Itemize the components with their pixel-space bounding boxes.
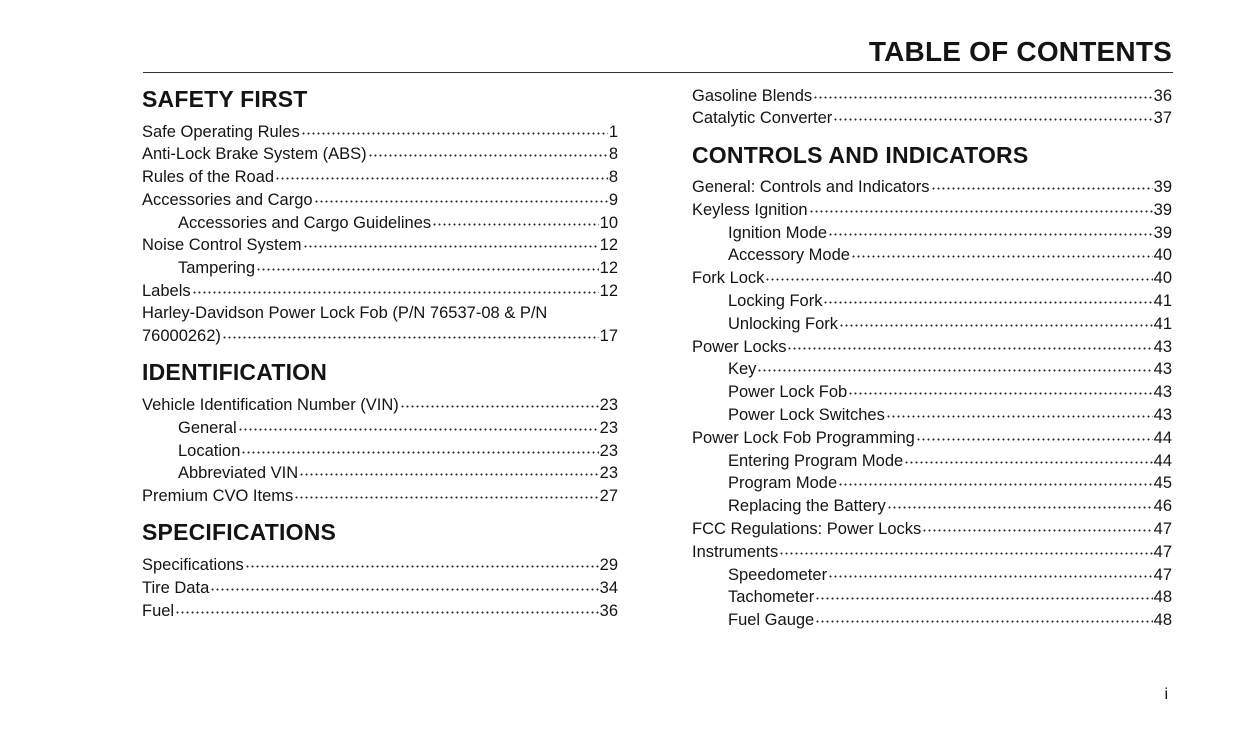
toc-entry[interactable]: Keyless Ignition 39 bbox=[692, 200, 1172, 219]
toc-entry[interactable]: Instruments 47 bbox=[692, 542, 1172, 561]
section-fuel-continued bbox=[692, 84, 1172, 130]
toc-subentry[interactable]: Fuel Gauge 48 bbox=[728, 611, 1172, 630]
toc-subentry[interactable]: General 23 bbox=[178, 418, 618, 437]
toc-entry[interactable]: Fork Lock 40 bbox=[692, 269, 1172, 288]
toc-entry[interactable]: General: Controls and Indicators 39 bbox=[692, 178, 1172, 197]
toc-subentry[interactable]: Location 23 bbox=[178, 441, 618, 460]
toc-entry-fob[interactable]: Harley-Davidson Power Lock Fob (P/N 76537-08 & P/N 76000262) 17 bbox=[142, 304, 618, 346]
toc-subentry[interactable]: Program Mode 45 bbox=[728, 474, 1172, 493]
toc-entry[interactable]: Tire Data 34 bbox=[142, 578, 618, 597]
toc-subentry[interactable]: Locking Fork 41 bbox=[728, 292, 1172, 311]
toc-entry[interactable]: Rules of the Road 8 bbox=[142, 168, 618, 187]
toc-entry[interactable]: FCC Regulations: Power Locks 47 bbox=[692, 520, 1172, 539]
toc-subentry[interactable]: Gasoline Blends 36 bbox=[692, 86, 1172, 105]
toc-subentry[interactable]: Replacing the Battery 46 bbox=[728, 497, 1172, 516]
toc-entry[interactable]: Power Locks 43 bbox=[692, 337, 1172, 356]
toc-subentry[interactable]: Accessory Mode 40 bbox=[728, 246, 1172, 265]
toc-entry[interactable]: Accessories and Cargo 9 bbox=[142, 190, 618, 209]
toc-subentry[interactable]: Entering Program Mode 44 bbox=[728, 451, 1172, 470]
toc-entry[interactable]: Noise Control System 12 bbox=[142, 236, 618, 255]
toc-entry[interactable]: Vehicle Identification Number (VIN) 23 bbox=[142, 395, 618, 414]
toc-entry[interactable]: Anti-Lock Brake System (ABS) 8 bbox=[142, 145, 618, 164]
toc-entry[interactable]: Premium CVO Items 27 bbox=[142, 487, 618, 506]
header-rule bbox=[143, 72, 1173, 73]
toc-entry[interactable]: Labels 12 bbox=[142, 282, 618, 301]
toc-subentry[interactable]: Tampering 12 bbox=[178, 259, 618, 278]
toc-subentry[interactable]: Power Lock Switches 43 bbox=[728, 406, 1172, 425]
toc-subentry[interactable]: Abbreviated VIN 23 bbox=[178, 464, 618, 483]
section-title: SAFETY FIRST bbox=[142, 86, 308, 112]
section-safety-first bbox=[142, 84, 618, 347]
section-title: IDENTIFICATION bbox=[142, 359, 328, 386]
toc-entry[interactable]: Fuel 36 bbox=[142, 601, 618, 620]
toc-entry[interactable]: Power Lock Fob Programming 44 bbox=[692, 428, 1172, 447]
toc-subentry[interactable]: Ignition Mode 39 bbox=[728, 223, 1172, 242]
section-identification bbox=[142, 357, 618, 507]
toc-subentry[interactable]: Accessories and Cargo Guidelines 10 bbox=[178, 213, 618, 232]
toc-entry[interactable]: Safe Operating Rules 1 bbox=[142, 122, 618, 141]
toc-right-column bbox=[692, 84, 1172, 642]
toc-subentry[interactable]: Catalytic Converter 37 bbox=[692, 109, 1172, 128]
section-title: SPECIFICATIONS bbox=[142, 519, 337, 546]
toc-subentry[interactable]: Unlocking Fork 41 bbox=[728, 314, 1172, 333]
section-specifications bbox=[142, 517, 618, 621]
toc-left-column bbox=[142, 84, 618, 632]
toc-subentry[interactable]: Power Lock Fob 43 bbox=[728, 383, 1172, 402]
page-number: i bbox=[1164, 686, 1168, 703]
toc-subentry[interactable]: Speedometer 47 bbox=[728, 565, 1172, 584]
section-title: CONTROLS AND INDICATORS bbox=[692, 141, 1029, 168]
toc-subentry[interactable]: Tachometer 48 bbox=[728, 588, 1172, 607]
page-title: TABLE OF CONTENTS bbox=[868, 36, 1172, 67]
toc-entry[interactable]: Specifications 29 bbox=[142, 555, 618, 574]
section-controls-and-indicators bbox=[692, 140, 1172, 632]
toc-subentry[interactable]: Key 43 bbox=[728, 360, 1172, 379]
